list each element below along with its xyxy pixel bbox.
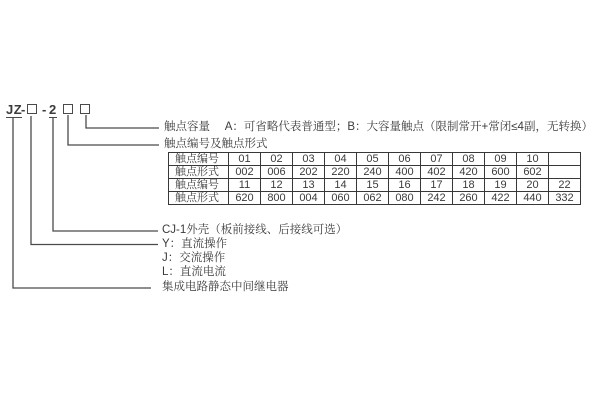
- callout-relay-name: 集成电路静态中间继电器: [162, 281, 289, 293]
- table-cell: 600: [485, 166, 517, 179]
- table-cell: 03: [293, 153, 325, 166]
- table-cell: 02: [261, 153, 293, 166]
- callout-y-dc-operate: Y：直流操作: [162, 238, 228, 250]
- table-cell: 13: [293, 179, 325, 192]
- table-cell: 12: [261, 179, 293, 192]
- table-cell: 602: [517, 166, 549, 179]
- table-cell: 332: [549, 192, 581, 205]
- contact-table-container: [168, 152, 581, 205]
- table-cell: 240: [357, 166, 389, 179]
- table-cell: 202: [293, 166, 325, 179]
- table-cell: 080: [389, 192, 421, 205]
- table-cell: 09: [485, 153, 517, 166]
- table-cell: 242: [421, 192, 453, 205]
- table-cell: 05: [357, 153, 389, 166]
- callout-contact-capacity: 触点容量 A：可省略代表普通型；B：大容量触点（限制常开+常闭≤4副，无转换）: [164, 121, 593, 133]
- table-cell: 440: [517, 192, 549, 205]
- table-cell: 17: [421, 179, 453, 192]
- table-cell: 16: [389, 179, 421, 192]
- model-box-operate-mode: [27, 104, 37, 114]
- callout-line-relay-name: [13, 118, 151, 288]
- table-cell: 620: [229, 192, 261, 205]
- table-cell: 402: [421, 166, 453, 179]
- table-row: [169, 179, 581, 192]
- table-cell: 10: [517, 153, 549, 166]
- table-cell: 11: [229, 179, 261, 192]
- table-cell: 420: [453, 166, 485, 179]
- callout-line-contact-capacity: [86, 115, 159, 128]
- model-prefix: JZ: [6, 102, 23, 117]
- model-series-number: 2: [49, 102, 57, 117]
- table-row: [169, 192, 581, 205]
- table-cell: 07: [421, 153, 453, 166]
- table-cell: 18: [453, 179, 485, 192]
- table-cell: [549, 153, 581, 166]
- row-label-cell: 触点编号: [169, 153, 229, 166]
- table-cell: 006: [261, 166, 293, 179]
- callout-contact-number-form: 触点编号及触点形式: [164, 138, 268, 150]
- table-cell: 800: [261, 192, 293, 205]
- row-label-cell: 触点编号: [169, 179, 229, 192]
- table-cell: 260: [453, 192, 485, 205]
- model-dash-1: -: [21, 102, 26, 117]
- model-dash-2: -: [42, 102, 47, 117]
- table-cell: [549, 166, 581, 179]
- table-cell: 422: [485, 192, 517, 205]
- callout-l-dc-current: L：直流电流: [162, 266, 226, 278]
- table-cell: 14: [325, 179, 357, 192]
- table-row: [169, 166, 581, 179]
- callout-line-contact-number-form: [68, 115, 159, 145]
- model-box-capacity-code: [80, 104, 90, 114]
- model-box-contact-code: [63, 104, 73, 114]
- table-cell: 062: [357, 192, 389, 205]
- table-cell: 04: [325, 153, 357, 166]
- table-cell: 004: [293, 192, 325, 205]
- table-cell: 19: [485, 179, 517, 192]
- callout-j-ac-operate: J：交流操作: [162, 252, 226, 264]
- table-cell: 220: [325, 166, 357, 179]
- table-cell: 060: [325, 192, 357, 205]
- table-cell: 400: [389, 166, 421, 179]
- table-cell: 002: [229, 166, 261, 179]
- contact-table: [168, 152, 581, 205]
- row-label-cell: 触点形式: [169, 166, 229, 179]
- table-cell: 15: [357, 179, 389, 192]
- callout-line-operate-mode: [31, 116, 158, 245]
- table-cell: 08: [453, 153, 485, 166]
- table-cell: 06: [389, 153, 421, 166]
- table-cell: 01: [229, 153, 261, 166]
- contact-table-body: [169, 153, 581, 205]
- callout-case: CJ-1外壳（板前接线、后接线可选）: [162, 224, 348, 236]
- row-label-cell: 触点形式: [169, 192, 229, 205]
- table-cell: 22: [549, 179, 581, 192]
- table-row: [169, 153, 581, 166]
- table-cell: 20: [517, 179, 549, 192]
- callout-line-case: [53, 118, 158, 231]
